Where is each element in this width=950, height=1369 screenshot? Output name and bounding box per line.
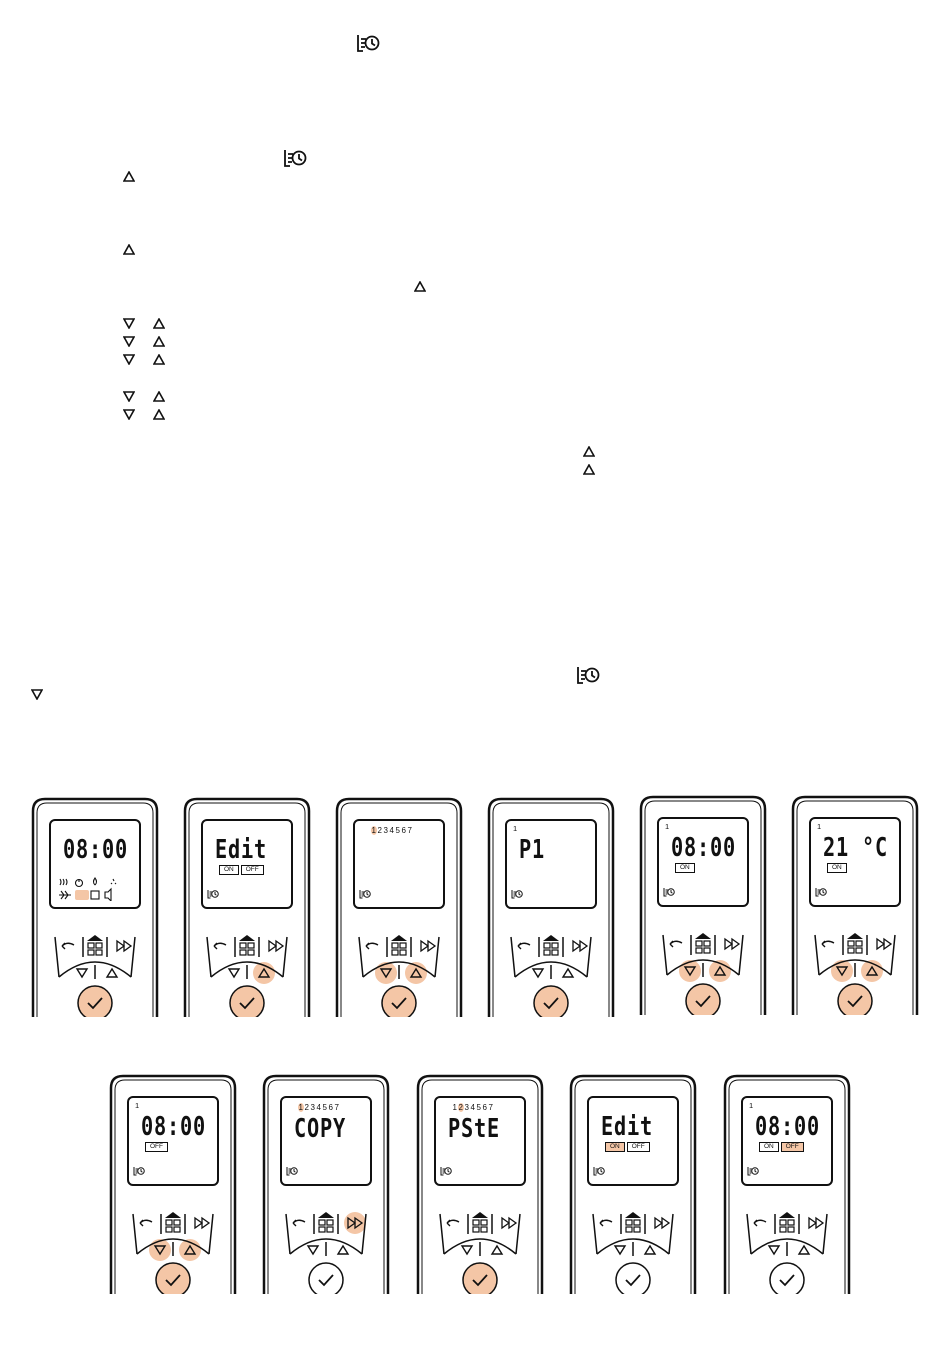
off-pill: OFF xyxy=(241,865,264,875)
lcd-screen xyxy=(434,1096,526,1186)
lcd-screen xyxy=(809,817,901,907)
lcd-readout: Edit xyxy=(215,835,267,865)
day-number: 3 xyxy=(464,1103,470,1112)
day-number: 4 xyxy=(470,1103,476,1112)
up-arrow-icon xyxy=(153,336,165,347)
up-arrow-icon xyxy=(123,171,135,182)
down-arrow-icon xyxy=(31,689,43,700)
day-selector xyxy=(371,826,413,835)
day-number: 3 xyxy=(310,1103,316,1112)
remote-control xyxy=(262,1074,390,1294)
up-arrow-icon xyxy=(123,244,135,255)
lcd-screen xyxy=(127,1096,219,1186)
state-pills xyxy=(827,863,847,873)
schedule-mode-icon xyxy=(440,1161,452,1180)
up-arrow-icon xyxy=(153,318,165,329)
up-arrow-icon xyxy=(583,464,595,475)
lcd-readout: 08:00 xyxy=(671,833,736,863)
day-number: 6 xyxy=(482,1103,488,1112)
off-pill: OFF xyxy=(627,1142,650,1152)
day-number: 7 xyxy=(407,826,413,835)
day-selector xyxy=(452,1103,494,1112)
schedule-mode-icon xyxy=(356,33,380,53)
state-pills xyxy=(219,865,264,875)
remote-control xyxy=(723,1074,851,1294)
state-pills xyxy=(145,1142,168,1152)
day-indicator: 1 xyxy=(749,1101,754,1110)
schedule-mode-icon xyxy=(286,1161,298,1180)
schedule-mode-icon xyxy=(815,882,827,901)
lcd-readout: 21 °C xyxy=(823,833,888,863)
remote-control xyxy=(639,795,767,1015)
down-arrow-icon xyxy=(123,336,135,347)
schedule-mode-icon xyxy=(207,884,219,903)
state-pills xyxy=(759,1142,804,1152)
lcd-readout: 08:00 xyxy=(141,1112,206,1142)
schedule-mode-icon xyxy=(283,148,307,168)
lcd-screen xyxy=(657,817,749,907)
remote-control xyxy=(791,795,919,1015)
day-number: 5 xyxy=(476,1103,482,1112)
lcd-screen xyxy=(280,1096,372,1186)
remote-control xyxy=(183,797,311,1017)
state-pills xyxy=(675,863,695,873)
day-number: 2 xyxy=(377,826,383,835)
on-pill: ON xyxy=(827,863,847,873)
remote-control xyxy=(416,1074,544,1294)
lcd-screen xyxy=(505,819,597,909)
on-pill: ON xyxy=(605,1142,625,1152)
lcd-screen xyxy=(587,1096,679,1186)
off-pill: OFF xyxy=(781,1142,804,1152)
lcd-readout: COPY xyxy=(294,1114,346,1144)
remote-control xyxy=(569,1074,697,1294)
day-number: 7 xyxy=(488,1103,494,1112)
day-indicator: 1 xyxy=(817,822,822,831)
day-selector xyxy=(298,1103,340,1112)
day-indicator: 1 xyxy=(135,1101,140,1110)
up-arrow-icon xyxy=(583,446,595,457)
lcd-readout: P1 xyxy=(519,835,545,865)
remote-control xyxy=(487,797,615,1017)
state-pills xyxy=(605,1142,650,1152)
day-number: 5 xyxy=(395,826,401,835)
mode-icons-row xyxy=(57,877,135,901)
day-number: 1 xyxy=(298,1103,304,1112)
remote-control xyxy=(335,797,463,1017)
day-number: 1 xyxy=(452,1103,458,1112)
lcd-readout: PStE xyxy=(448,1114,500,1144)
remote-control xyxy=(109,1074,237,1294)
day-number: 6 xyxy=(328,1103,334,1112)
on-pill: ON xyxy=(675,863,695,873)
on-pill: ON xyxy=(759,1142,779,1152)
day-number: 2 xyxy=(458,1103,464,1112)
schedule-mode-icon xyxy=(747,1161,759,1180)
day-number: 3 xyxy=(383,826,389,835)
lcd-readout: 08:00 xyxy=(63,835,128,865)
schedule-mode-icon xyxy=(511,884,523,903)
off-pill: OFF xyxy=(145,1142,168,1152)
day-number: 7 xyxy=(334,1103,340,1112)
day-number: 1 xyxy=(371,826,377,835)
remote-control xyxy=(31,797,159,1017)
day-indicator: 1 xyxy=(665,822,670,831)
down-arrow-icon xyxy=(123,318,135,329)
schedule-mode-icon xyxy=(593,1161,605,1180)
up-arrow-icon xyxy=(153,391,165,402)
down-arrow-icon xyxy=(123,409,135,420)
down-arrow-icon xyxy=(123,354,135,365)
lcd-screen xyxy=(201,819,293,909)
day-number: 2 xyxy=(304,1103,310,1112)
day-number: 4 xyxy=(316,1103,322,1112)
day-number: 4 xyxy=(389,826,395,835)
day-number: 5 xyxy=(322,1103,328,1112)
lcd-screen xyxy=(741,1096,833,1186)
lcd-screen xyxy=(353,819,445,909)
lcd-screen xyxy=(49,819,141,909)
schedule-mode-icon xyxy=(663,882,675,901)
schedule-mode-icon xyxy=(133,1161,145,1180)
schedule-mode-icon xyxy=(359,884,371,903)
lcd-readout: 08:00 xyxy=(755,1112,820,1142)
on-pill: ON xyxy=(219,865,239,875)
up-arrow-icon xyxy=(153,409,165,420)
down-arrow-icon xyxy=(123,391,135,402)
up-arrow-icon xyxy=(414,281,426,292)
lcd-readout: Edit xyxy=(601,1112,653,1142)
up-arrow-icon xyxy=(153,354,165,365)
day-number: 6 xyxy=(401,826,407,835)
schedule-mode-icon xyxy=(576,665,600,685)
day-indicator: 1 xyxy=(513,824,518,833)
